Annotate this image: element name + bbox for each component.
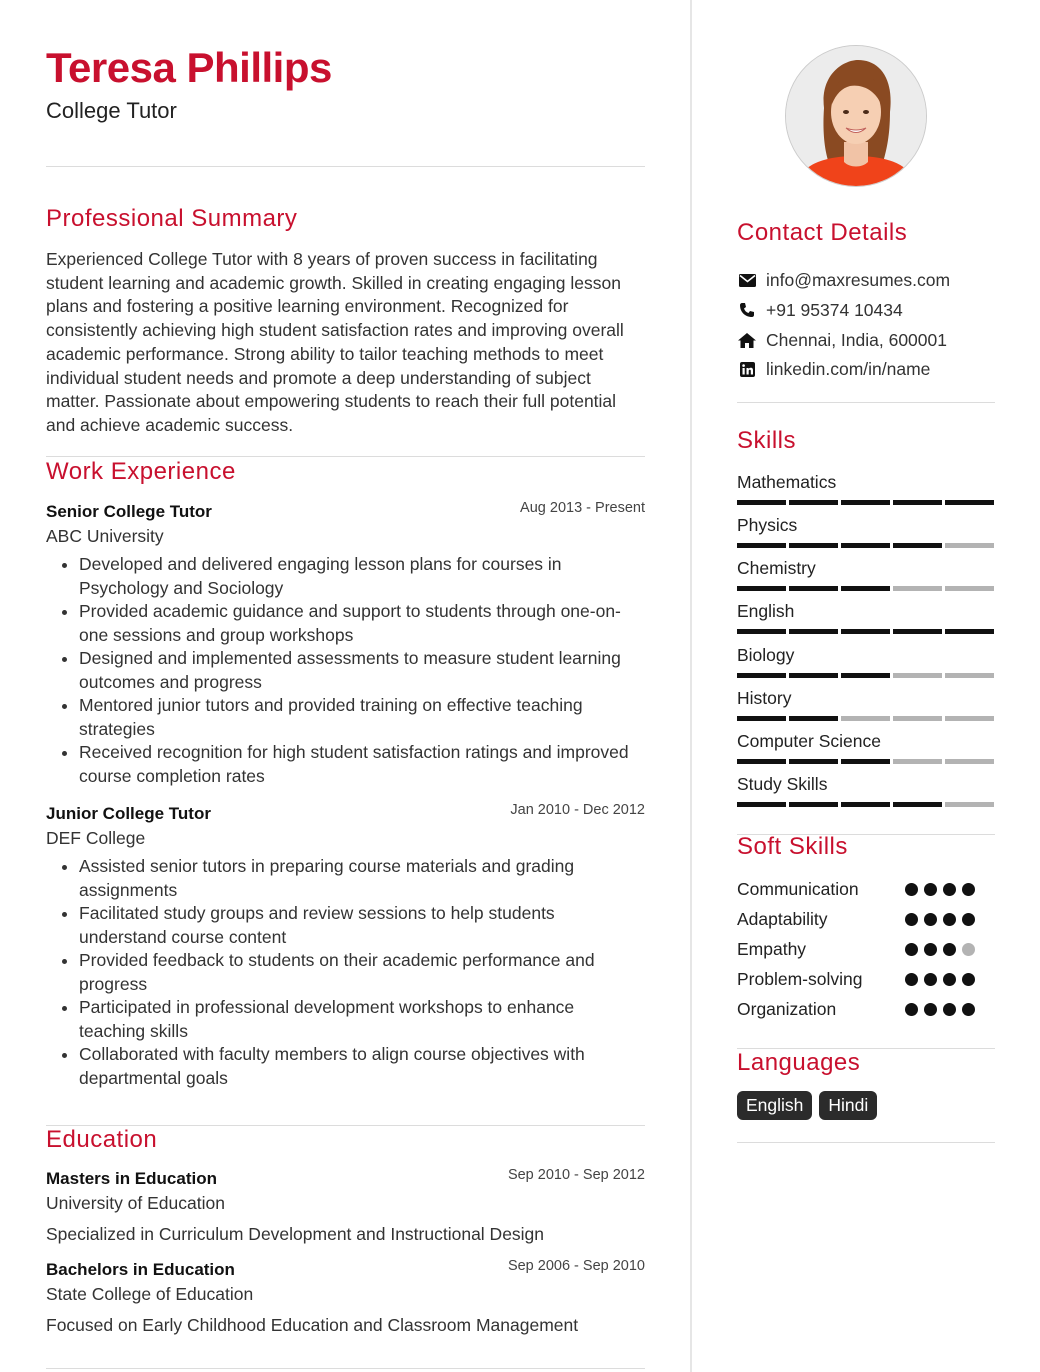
skill-level-bars (737, 759, 995, 764)
skill-bar-empty (945, 802, 994, 807)
header-divider (46, 166, 645, 167)
languages-divider (737, 1142, 995, 1143)
skill-label: Computer Science (737, 731, 881, 751)
school-name: University of Education (46, 1193, 225, 1213)
dot-filled (905, 1003, 918, 1016)
phone-text: +91 95374 10434 (766, 299, 903, 320)
soft-skill-item (737, 996, 995, 1022)
phone-icon (737, 300, 757, 320)
skill-bar-filled (945, 500, 994, 505)
dot-filled (924, 943, 937, 956)
skill-bar-filled (789, 629, 838, 634)
skill-bar-filled (841, 802, 890, 807)
job-bullet: • Mentored junior tutors and provided training on effective teaching strategies (79, 694, 645, 741)
skill-bar-filled (893, 500, 942, 505)
skill-level-bars (737, 586, 995, 591)
soft-skill-label: Problem-solving (737, 969, 863, 989)
languages-title: Languages (737, 1049, 861, 1076)
skill-bar-filled (737, 629, 786, 634)
skill-level-bars (737, 673, 995, 678)
dot-filled (962, 913, 975, 926)
soft-skill-label: Organization (737, 999, 837, 1019)
skill-label: Biology (737, 645, 795, 665)
linkedin-icon (737, 359, 757, 379)
skill-bar-filled (841, 673, 890, 678)
school-name: State College of Education (46, 1284, 254, 1304)
skill-bar-empty (893, 586, 942, 591)
soft-skill-item (737, 966, 995, 992)
skill-bar-filled (789, 802, 838, 807)
contact-email[interactable] (737, 267, 950, 293)
candidate-name: Teresa Phillips (46, 44, 332, 91)
home-icon (737, 330, 757, 350)
contact-address (737, 327, 947, 353)
skill-label: English (737, 601, 795, 621)
skill-bar-filled (841, 586, 890, 591)
skill-bar-filled (737, 543, 786, 548)
envelope-icon (737, 270, 757, 290)
dot-filled (943, 1003, 956, 1016)
skill-bar-empty (945, 716, 994, 721)
job-bullet: • Received recognition for high student satisfaction ratings and improved course completion rates (79, 741, 645, 788)
contact-divider (737, 402, 995, 403)
soft-skill-item (737, 876, 995, 902)
dot-filled (924, 913, 937, 926)
skill-bar-filled (737, 759, 786, 764)
skill-bar-filled (789, 586, 838, 591)
skill-bar-empty (945, 759, 994, 764)
skill-bar-filled (893, 543, 942, 548)
soft-skills-title: Soft Skills (737, 833, 848, 860)
skill-label: Study Skills (737, 774, 828, 794)
skill-bar-filled (789, 673, 838, 678)
skill-bar-filled (737, 802, 786, 807)
skill-level-bars (737, 543, 995, 548)
skill-bar-filled (737, 716, 786, 721)
column-divider (690, 0, 692, 1372)
job-organization: ABC University (46, 526, 164, 546)
skill-bar-filled (841, 629, 890, 634)
dot-filled (905, 883, 918, 896)
dot-empty (962, 943, 975, 956)
linkedin-text: linkedin.com/in/name (766, 358, 931, 379)
soft-skill-dots (905, 883, 975, 896)
skill-bar-filled (893, 629, 942, 634)
job-bullet: • Facilitated study groups and review sessions to help students understand course content (79, 902, 645, 949)
soft-skill-label: Adaptability (737, 909, 828, 929)
job-bullet: • Participated in professional development workshops to enhance teaching skills (79, 996, 645, 1043)
summary-text: Experienced College Tutor with 8 years of proven success in facilitating student learning and academic growth. Skilled in creating engaging lesson plans and fostering a positive learning environment. Recognized for consistently achieving high student satisfaction rates and improving overall academic performance. Strong ability to tailor teaching methods to meet individual student needs and promote a deep understanding of subject matter. Passionate about empowering students to reach their full potential and achieve academic success. (46, 249, 624, 435)
skill-item (737, 514, 995, 548)
language-chip: Hindi (819, 1091, 877, 1120)
soft-skill-label: Communication (737, 879, 859, 899)
education-title: Education (46, 1126, 158, 1153)
education-entry (46, 1167, 645, 1246)
contact-phone[interactable] (737, 297, 903, 323)
job-organization: DEF College (46, 828, 146, 848)
soft-skill-dots (905, 913, 975, 926)
dot-filled (962, 973, 975, 986)
contact-title: Contact Details (737, 219, 908, 246)
job-date: Aug 2013 - Present (520, 500, 645, 516)
skill-bar-filled (789, 759, 838, 764)
job-bullet: • Provided feedback to students on their academic performance and progress (79, 949, 645, 996)
skill-bar-empty (841, 716, 890, 721)
profile-photo (785, 45, 927, 187)
dot-filled (943, 883, 956, 896)
education-date: Sep 2010 - Sep 2012 (507, 1167, 645, 1183)
job-title: Senior College Tutor (46, 502, 212, 521)
language-chips (737, 1091, 877, 1120)
email-text: info@maxresumes.com (766, 269, 951, 290)
dot-filled (924, 1003, 937, 1016)
skill-bar-filled (841, 759, 890, 764)
skill-bar-filled (789, 543, 838, 548)
skill-bar-empty (945, 586, 994, 591)
skill-label: Physics (737, 515, 798, 535)
skill-item (737, 600, 995, 634)
soft-skill-item (737, 936, 995, 962)
skill-bar-empty (945, 673, 994, 678)
job-entry (46, 500, 645, 788)
dot-filled (905, 913, 918, 926)
education-entry (46, 1258, 645, 1337)
job-bullets (46, 855, 645, 1090)
degree-title: Masters in Education (46, 1169, 217, 1188)
skill-bar-filled (789, 500, 838, 505)
skill-bar-filled (945, 629, 994, 634)
skill-item (737, 471, 995, 505)
contact-linkedin[interactable] (737, 356, 930, 382)
soft-skill-dots (905, 1003, 975, 1016)
education-description: Focused on Early Childhood Education and Classroom Management (46, 1315, 579, 1335)
skill-level-bars (737, 500, 995, 505)
dot-filled (943, 973, 956, 986)
skill-label: Chemistry (737, 558, 816, 578)
skill-bar-filled (841, 543, 890, 548)
summary-title: Professional Summary (46, 205, 298, 232)
skill-bar-filled (789, 716, 838, 721)
skill-bar-empty (893, 673, 942, 678)
skill-bar-filled (737, 586, 786, 591)
skill-bar-empty (893, 716, 942, 721)
skill-item (737, 557, 995, 591)
candidate-role: College Tutor (46, 98, 177, 123)
job-bullet: • Developed and delivered engaging lesson plans for courses in Psychology and Sociology (79, 553, 645, 600)
education-date: Sep 2006 - Sep 2010 (507, 1258, 645, 1274)
degree-title: Bachelors in Education (46, 1260, 235, 1279)
soft-skill-item (737, 906, 995, 932)
job-bullet: • Assisted senior tutors in preparing course materials and grading assignments (79, 855, 645, 902)
soft-skill-dots (905, 973, 975, 986)
job-entry (46, 802, 645, 1090)
skill-level-bars (737, 629, 995, 634)
job-bullet: • Provided academic guidance and support to students through one-on-one sessions and group workshops (79, 600, 645, 647)
soft-skill-label: Empathy (737, 939, 807, 959)
dot-filled (962, 883, 975, 896)
dot-filled (962, 1003, 975, 1016)
experience-title (46, 456, 236, 487)
skill-bar-filled (841, 500, 890, 505)
skill-bar-filled (737, 673, 786, 678)
soft-skill-dots (905, 943, 975, 956)
dot-filled (924, 883, 937, 896)
skill-item (737, 644, 995, 678)
skill-item (737, 773, 995, 807)
education-description: Specialized in Curriculum Development and Instructional Design (46, 1224, 545, 1244)
language-chip: English (737, 1091, 812, 1120)
job-bullet: • Designed and implemented assessments to measure student learning outcomes and progress (79, 647, 645, 694)
education-divider (46, 1368, 645, 1369)
dot-filled (905, 943, 918, 956)
skill-label: Mathematics (737, 472, 837, 492)
dot-filled (943, 913, 956, 926)
skill-level-bars (737, 802, 995, 807)
skill-item (737, 687, 995, 721)
skill-item (737, 730, 995, 764)
skill-bar-filled (737, 500, 786, 505)
skill-label: History (737, 688, 792, 708)
experience-title-text: Work Experience (46, 458, 236, 485)
skill-bar-empty (893, 759, 942, 764)
dot-filled (905, 973, 918, 986)
skill-bar-empty (945, 543, 994, 548)
address-text: Chennai, India, 600001 (766, 329, 947, 350)
dot-filled (943, 943, 956, 956)
skill-level-bars (737, 716, 995, 721)
job-date: Jan 2010 - Dec 2012 (510, 802, 645, 818)
job-bullets (46, 553, 645, 788)
dot-filled (924, 973, 937, 986)
skills-title: Skills (737, 427, 797, 454)
job-title: Junior College Tutor (46, 804, 211, 823)
skill-bar-filled (893, 802, 942, 807)
job-bullet: • Collaborated with faculty members to align course objectives with departmental goals (79, 1043, 645, 1090)
